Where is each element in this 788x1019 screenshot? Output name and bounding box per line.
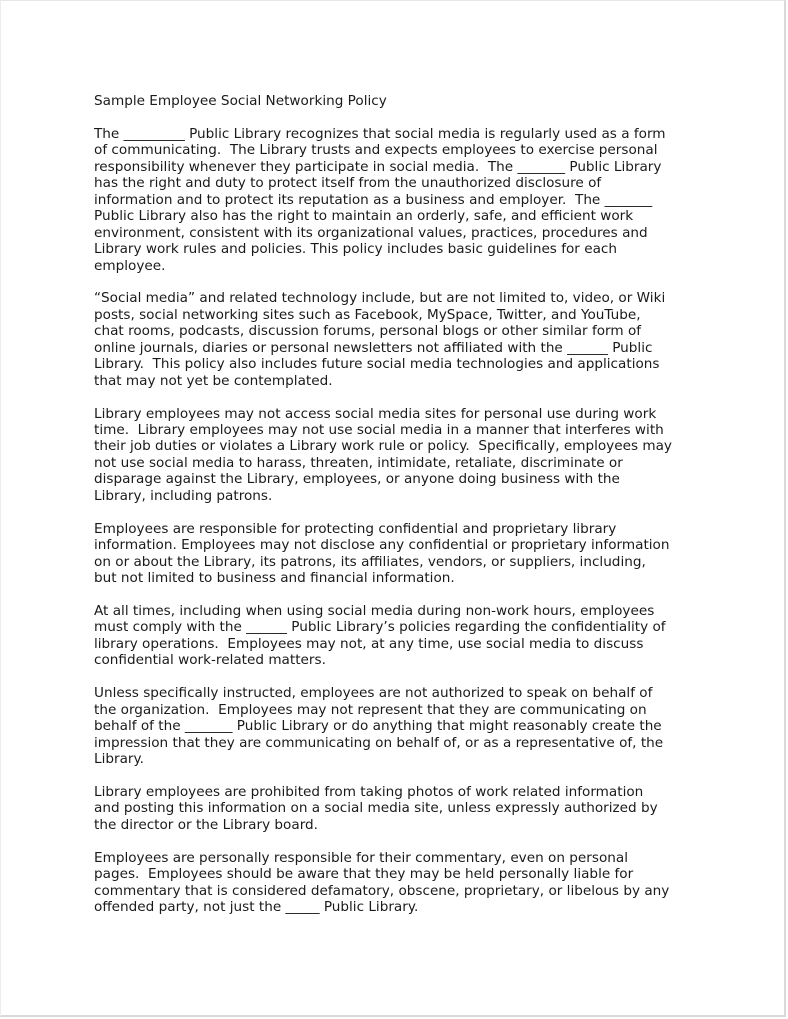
- text-line: employee.: [94, 257, 166, 274]
- document-title: Sample Employee Social Networking Policy: [94, 93, 387, 109]
- text-line: on or about the Library, its patrons, its affiliates, vendors, or suppliers, including,: [94, 553, 646, 570]
- text-line: library operations. Employees may not, at any time, use social media to discuss: [94, 635, 644, 652]
- text-line: Library employees are prohibited from taking photos of work related information: [94, 783, 644, 800]
- text-line: information and to protect its reputation as a business and employer. The _______: [94, 191, 653, 208]
- text-line: environment, consistent with its organizational values, practices, procedures and: [94, 224, 648, 241]
- text-line: chat rooms, podcasts, discussion forums, personal blogs or other similar form of: [94, 323, 642, 340]
- text-line: Public Library also has the right to maintain an orderly, safe, and efficient work: [94, 208, 634, 225]
- paragraph-personal-responsibility: [94, 850, 704, 916]
- text-line: Unless specifically instructed, employees are not authorized to speak on behalf of: [94, 685, 653, 702]
- text-line: commentary that is considered defamatory, obscene, proprietary, or libelous by any: [94, 882, 670, 899]
- paragraph-confidential-information: [94, 521, 704, 587]
- paragraph-social-media-definition: [94, 290, 704, 389]
- text-line: The _________ Public Library recognizes that social media is regularly used as a form: [94, 125, 666, 142]
- paragraph-speaking-on-behalf: [94, 685, 704, 767]
- text-line: and posting this information on a social media site, unless expressly authorized by: [94, 800, 658, 817]
- paragraph-work-time-use: [94, 406, 704, 505]
- text-line: of communicating. The Library trusts and expects employees to exercise personal: [94, 142, 658, 159]
- text-line: pages. Employees should be aware that they may be held personally liable for: [94, 866, 634, 883]
- text-line: Library employees may not access social media sites for personal use during work: [94, 405, 657, 422]
- text-line: “Social media” and related technology include, but are not limited to, video, or Wiki: [94, 290, 666, 307]
- text-line: the director or the Library board.: [94, 816, 319, 833]
- text-line: behalf of the _______ Public Library or do anything that might reasonably create the: [94, 718, 662, 735]
- text-line: responsibility whenever they participate in social media. The _______ Public Library: [94, 158, 662, 175]
- text-line: Employees are personally responsible for their commentary, even on personal: [94, 849, 628, 866]
- text-line: At all times, including when using social media during non-work hours, employees: [94, 602, 655, 619]
- text-line: information. Employees may not disclose any confidential or proprietary information: [94, 537, 670, 554]
- text-line: offended party, not just the _____ Public Library.: [94, 899, 419, 916]
- text-line: Library. This policy also includes future social media technologies and applications: [94, 356, 660, 373]
- paragraph-non-work-hours: [94, 603, 704, 669]
- paragraph-intro: [94, 126, 704, 274]
- text-line: confidential work-related matters.: [94, 652, 326, 669]
- text-line: disparage against the Library, employees, or anyone doing business with the: [94, 471, 620, 488]
- text-line: Library.: [94, 751, 144, 768]
- document-body: [94, 93, 704, 932]
- text-line: Employees are responsible for protecting confidential and proprietary library: [94, 520, 617, 537]
- paragraph-photos: [94, 784, 704, 833]
- text-line: impression that they are communicating on behalf of, or as a representative of, the: [94, 734, 664, 751]
- text-line: online journals, diaries or personal newsletters not affiliated with the ______ Public: [94, 339, 653, 356]
- text-line: but not limited to business and financial information.: [94, 570, 455, 587]
- text-line: that may not yet be contemplated.: [94, 372, 333, 389]
- text-line: has the right and duty to protect itself from the unauthorized disclosure of: [94, 175, 602, 192]
- text-line: the organization. Employees may not represent that they are communicating on: [94, 701, 647, 718]
- text-line: Library work rules and policies. This policy includes basic guidelines for each: [94, 241, 618, 258]
- text-line: posts, social networking sites such as Facebook, MySpace, Twitter, and YouTube,: [94, 306, 641, 323]
- text-line: not use social media to harass, threaten, intimidate, retaliate, discriminate or: [94, 454, 623, 471]
- text-line: Library, including patrons.: [94, 487, 273, 504]
- text-line: time. Library employees may not use social media in a manner that interferes with: [94, 422, 664, 439]
- text-line: their job duties or violates a Library work rule or policy. Specifically, employees may: [94, 438, 672, 455]
- text-line: must comply with the ______ Public Library’s policies regarding the confidentiality of: [94, 619, 666, 636]
